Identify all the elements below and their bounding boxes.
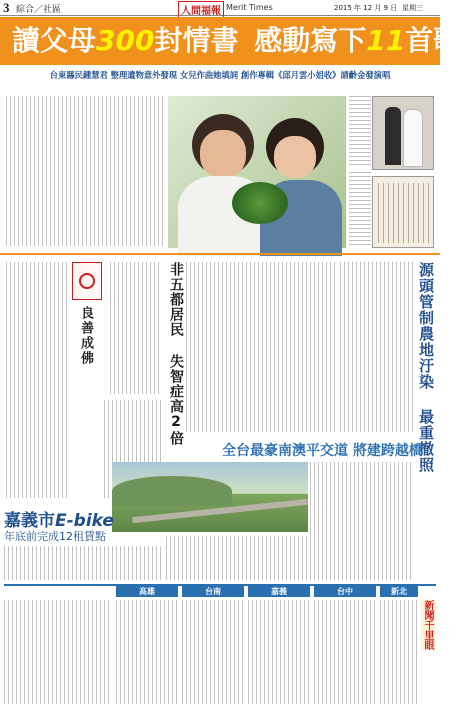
letter-handwriting	[378, 183, 430, 243]
ebike-headline-city: 嘉義市	[4, 511, 55, 531]
photo-bouquet	[232, 182, 288, 224]
section-divider	[0, 253, 440, 255]
regional-col-newtaipei	[380, 600, 418, 704]
page-header	[0, 0, 440, 16]
columnist-badge-icon	[79, 273, 95, 289]
bridge-body-lower	[166, 536, 308, 580]
regional-label-tainan: 台南	[182, 586, 244, 597]
columnist-box	[72, 262, 102, 300]
lead-headline-part2: 封情書	[154, 24, 239, 57]
page-number: 3	[3, 0, 10, 15]
column-body	[6, 262, 70, 498]
regional-col-kaohsiung	[116, 600, 178, 704]
dementia-body-left	[110, 262, 162, 394]
wedding-photo	[372, 96, 434, 170]
regional-label-chiayi: 嘉義	[248, 586, 310, 597]
dementia-headline: 非五都居民 失智症高2倍	[168, 262, 184, 446]
wedding-groom	[385, 107, 401, 165]
lead-story-body	[6, 96, 166, 246]
photo-face-right	[274, 136, 316, 178]
regional-strip	[4, 584, 436, 705]
pollution-body	[340, 262, 414, 432]
masthead-logo: 人間福報	[178, 1, 224, 18]
lead-headline-part4: 首歌	[405, 24, 461, 57]
column-title: 良善成佛	[78, 306, 93, 366]
regional-col-left	[4, 600, 112, 704]
bridge-hill	[112, 476, 232, 506]
photo-caption-right	[349, 96, 371, 166]
regional-label-kaohsiung: 高雄	[116, 586, 178, 597]
wedding-bride	[403, 109, 423, 167]
photo-face-left	[200, 130, 246, 178]
bridge-body	[310, 462, 414, 580]
lead-headline-part3: 感動寫下	[254, 24, 367, 57]
masthead-english: Merit Times	[226, 3, 273, 12]
lead-headline-number: 300	[96, 24, 155, 57]
bridge-photo	[112, 462, 308, 532]
love-letter-image	[372, 176, 434, 248]
regional-col-tainan	[182, 600, 244, 704]
lead-headline-band	[0, 17, 461, 65]
main-photo	[168, 96, 346, 248]
lead-subhead: 台東縣民鍾慧君 整理遺物意外發現 女兒作曲她填詞 創作專輯《邱月雲小姐收》請齡金發演唱	[49, 70, 391, 80]
regional-highlight: 新聞千里眼	[422, 600, 433, 650]
dementia-body	[186, 262, 336, 432]
issue-weekday: 星期三	[402, 4, 423, 12]
regional-col-taichung	[314, 600, 376, 704]
letter-caption	[349, 172, 371, 248]
ebike-body	[4, 546, 162, 580]
lead-headline-part1: 讀父母	[12, 24, 97, 57]
ebike-headline-word: E-bike	[55, 511, 114, 531]
ebike-subhead: 年底前完成12租賃點	[4, 530, 106, 543]
issue-date: 2015 年 12 月 9 日	[334, 4, 398, 12]
pollution-headline: 源頭管制農地汙染 最重撤照	[417, 262, 435, 473]
section-label: 綜合／社區	[16, 5, 62, 15]
regional-col-chiayi	[248, 600, 310, 704]
lead-headline-number2: 11	[366, 24, 406, 57]
regional-label-newtaipei: 新北	[380, 586, 418, 597]
bridge-headline: 全台最豪南澳平交道 將建跨越橋	[222, 443, 423, 459]
lead-headline	[12, 23, 461, 59]
regional-label-taichung: 台中	[314, 586, 376, 597]
